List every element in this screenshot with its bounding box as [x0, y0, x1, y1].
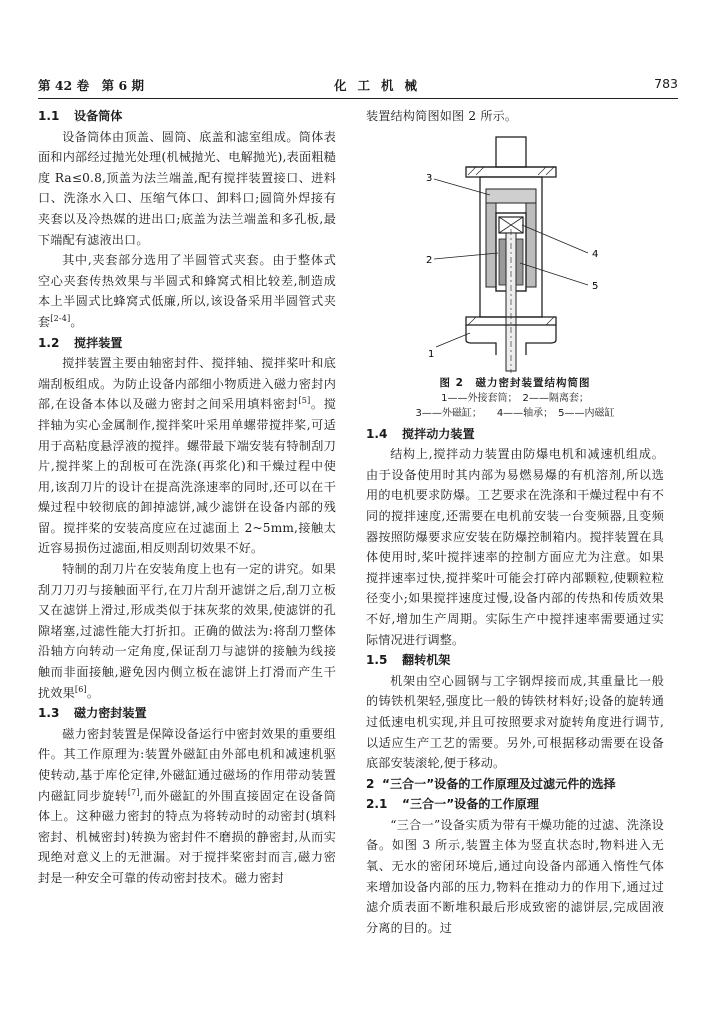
- citation: [5]: [298, 396, 311, 406]
- figure-2: [366, 127, 664, 375]
- section-heading-1-4: [366, 424, 664, 445]
- paragraph-text: 磁力密封装置是保障设备运行中密封效果的重要组件。其工作原理为:装置外磁缸由外部电机和减速机驱使转动,基于库伦定律,外磁缸通过磁场的作用带动装置内磁缸同步旋转: [38, 726, 336, 803]
- journal-name: 化工机械: [334, 78, 429, 93]
- paragraph: [38, 353, 336, 559]
- section-heading-1-2: [38, 333, 336, 354]
- paragraph: [38, 559, 336, 703]
- paragraph: “三合一”设备实质为带有干燥功能的过滤、洗涤设备。如图 3 所示,装置主体为竖直状态时,物料进入无氧、无水的密闭环境后,通过向设备内部通入惰性气体来增加设备内部的压力,物料在推动力的作用下,通过过滤介质表面不断堆积最后形成致密的滤饼层,完成固液分离的目的。过: [366, 817, 664, 935]
- section-number: 1.3: [38, 706, 60, 721]
- section-number: 1.1: [38, 109, 60, 123]
- right-column: [366, 106, 664, 938]
- figure-legend-line: 1——外接套筒； 2——隔离套；: [441, 392, 589, 404]
- section-title: 搅拌动力装置: [402, 426, 475, 441]
- header-rule: [38, 98, 678, 99]
- paragraph-text: 。搅拌轴为实心金属制作,搅拌桨叶采用单螺带搅拌桨,可适用于高粘度悬浮液的搅拌。螺带最下端安装有特制刮刀片,搅拌桨上的刮板可在洗涤(再浆化)和干燥过程中使用,该刮刀片的设计在提高洗涤速率的同时,还可以在干燥过程中较彻底的卸掉滤饼,减少滤饼在设备内部的残留。搅拌桨的安装高度应在过滤面上 2~5mm,接触太近容易损伤过滤面,相反则刮切效果不好。: [38, 397, 336, 556]
- paragraph: 机架由空心圆钢与工字钢焊接而成,其重量比一般的铸铁机架轻,强度比一般的铸铁材料好;设备的旋转通过低速电机实现,并且可按照要求对旋转角度进行调节,以适应生产工艺的需要。另外,可根据移动需要在设备底部安装滚轮,便于移动。: [366, 673, 664, 771]
- section-title: “三合一”设备的工作原理: [402, 797, 539, 812]
- figure-legend-line: 3——外磁缸； 4——轴承； 5——内磁缸: [415, 407, 615, 419]
- paragraph-text: 特制的刮刀片在安装角度上也有一定的讲究。如果刮刀刀刃与接触面平行,在刀片刮开滤饼之后,刮刀立板又在滤饼上滑过,形成类似于抹灰浆的效果,使滤饼的孔隙堵塞,过滤性能大打折扣。正确的做法为:将刮刀整体沿轴方向转动一定角度,保证刮刀与滤饼的接触为线接触而非面接触,避免因内侧立板在滤饼上打滑而产生干扰效果: [38, 562, 336, 700]
- paragraph-text: 。: [70, 314, 83, 329]
- magnetic-seal-diagram: [406, 135, 626, 375]
- callout-label: 5: [592, 280, 599, 292]
- section-number: 1.5: [366, 653, 388, 668]
- section-title: 设备筒体: [74, 109, 123, 123]
- section-heading-1-3: [38, 703, 336, 724]
- section-heading-1-5: [366, 650, 664, 671]
- paragraph-text: 。: [86, 685, 100, 700]
- paragraph: 设备筒体由顶盖、圆筒、底盖和滤室组成。筒体表面和内部经过抛光处理(机械抛光、电解抛光),表面粗糙度 Ra≤0.8,顶盖为法兰端盖,配有搅拌装置接口、进料口、洗涤水入口、压缩气体口、卸料口;圆筒外焊接有夹套以及冷热媒的进出口;底盖为法兰端盖和多孔板,最下端配有滤液出口。: [38, 129, 336, 247]
- section-heading-2-1: [366, 794, 664, 815]
- paragraph-text: 搅拌装置主要由轴密封件、搅拌轴、搅拌桨叶和底端刮板组成。为防止设备内部细小物质进入磁力密封内部,在设备本体以及磁力密封之间采用填料密封: [38, 356, 336, 412]
- paragraph: [38, 724, 336, 889]
- paragraph: 结构上,搅拌动力装置由防爆电机和减速机组成。由于设备使用时其内部为易燃易爆的有机溶剂,所以选用的电机要求防爆。工艺要求在洗涤和干燥过程中有不同的搅拌速度,还需要在电机前安装一台变频器,且变频器按照防爆要求应安装在防爆控制箱内。搅拌装置在具体使用时,桨叶搅拌速率的控制方面应尤为注意。如果搅拌速率过快,搅拌桨叶可能会打碎内部颗粒,使颗粒粒径变小;如果搅拌速度过慢,设备内部的传热和传质效果不好,增加生产周期。实际生产中搅拌速率需要通过实际情况进行调整。: [366, 447, 664, 647]
- figure-caption: [366, 375, 664, 391]
- paragraph: [38, 250, 336, 332]
- paragraph-text: 其中,夹套部分选用了半圆管式夹套。由于整体式空心夹套传热效果与半圆式和蜂窝式相比较差,制造成本上半圆式比蜂窝式低廉,所以,该设备采用半圆管式夹套: [38, 253, 336, 329]
- section-title: 搅拌装置: [74, 335, 123, 350]
- citation: [2-4]: [50, 313, 71, 323]
- page-number: 783: [654, 76, 678, 91]
- section-title: “三合一”设备的工作原理及过滤元件的选择: [382, 776, 616, 791]
- citation: [7]: [127, 787, 140, 797]
- section-number: 1.4: [366, 426, 388, 441]
- volume-issue: 第 42 卷 第 6 期: [38, 78, 144, 93]
- section-number: 2: [366, 776, 375, 791]
- section-heading-2: [366, 774, 664, 795]
- section-title: 翻转机架: [402, 653, 451, 668]
- citation: [6]: [74, 684, 87, 694]
- figure-intro: 装置结构简图如图 2 所示。: [366, 109, 518, 123]
- section-title: 磁力密封装置: [74, 706, 147, 721]
- running-header: [38, 76, 678, 94]
- section-number: 1.2: [38, 335, 60, 350]
- callout-label: 1: [428, 348, 435, 360]
- left-column: [38, 106, 336, 889]
- callout-label: 3: [426, 172, 433, 184]
- section-heading-1-1: [38, 106, 336, 127]
- section-number: 2.1: [366, 797, 388, 812]
- callout-label: 4: [592, 248, 599, 260]
- paragraph-text: ,而外磁缸的外围直接固定在设备筒体上。这种磁力密封的特点为将转动时的动密封(填料密封、机械密封)转换为密封件不磨损的静密封,从而实现绝对意义上的无泄漏。对于搅拌桨密封而言,磁力密封是一种安全可靠的传动密封技术。磁力密封: [38, 788, 336, 885]
- caption-title: 图 2 磁力密封装置结构简图: [439, 376, 591, 389]
- callout-label: 2: [426, 254, 433, 266]
